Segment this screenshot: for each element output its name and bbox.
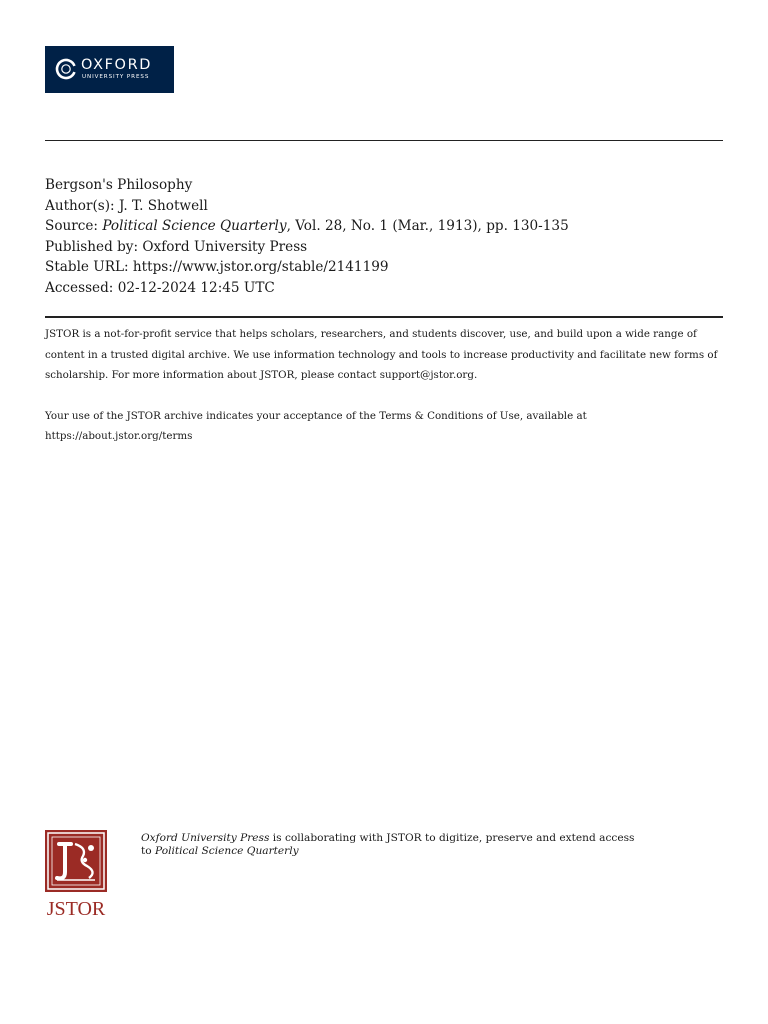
terms-text: Your use of the JSTOR archive indicates your acceptance of the Terms & Conditions of Use, available at: [45, 409, 587, 422]
publisher-line: [45, 237, 723, 258]
collab-line-2: [141, 845, 723, 858]
jstor-emblem-icon: [45, 830, 107, 892]
logo-subtitle: UNIVERSITY PRESS: [82, 74, 150, 80]
collab-publisher: Oxford University Press: [141, 832, 270, 844]
about-paragraph: [45, 324, 723, 386]
middle-divider: [45, 316, 723, 318]
contact-email-link[interactable]: support@jstor.org: [379, 369, 474, 382]
article-title: Bergson's Philosophy: [45, 177, 193, 193]
accessed-line: [45, 278, 723, 299]
author-label: Author(s):: [45, 197, 119, 214]
collab-line-1: [141, 832, 723, 845]
source-details: , Vol. 28, No. 1 (Mar., 1913), pp. 130-135: [286, 218, 569, 235]
collab-journal: Political Science Quarterly: [155, 845, 299, 857]
about-text: JSTOR is a not-for-profit service that helps scholars, researchers, and students discover, use, and build upon a wide range of content in a trusted digital archive. We use information technology and tools to increase productivity and facilitate new forms of scholarship. For more information about JSTOR, please contact: [45, 328, 718, 382]
accessed-label: Accessed:: [45, 279, 118, 296]
about-end: .: [473, 369, 478, 382]
accessed-date: 02-12-2024 12:45 UTC: [117, 279, 275, 296]
collab-text: is collaborating with JSTOR to digitize, preserve and extend access: [269, 832, 635, 844]
publisher-name: Oxford University Press: [142, 238, 308, 255]
oxford-seal-icon: [55, 58, 77, 80]
collaboration-statement: [141, 832, 723, 858]
stable-url-label: Stable URL:: [45, 259, 133, 276]
source-line: [45, 216, 723, 237]
top-divider: [45, 140, 723, 141]
collab-to: to: [141, 845, 156, 857]
jstor-wordmark: JSTOR: [46, 898, 106, 920]
journal-title: Political Science Quarterly: [102, 218, 287, 235]
jstor-notice: [45, 324, 723, 447]
stable-url-link[interactable]: https://www.jstor.org/stable/2141199: [132, 259, 389, 276]
source-label: Source:: [45, 218, 103, 235]
logo-wordmark: OXFORD: [81, 57, 153, 73]
oxford-university-press-logo: [45, 46, 174, 93]
terms-paragraph: [45, 406, 723, 447]
terms-link[interactable]: https://about.jstor.org/terms: [45, 430, 193, 443]
jstor-logo: [45, 830, 107, 920]
author-line: [45, 196, 723, 217]
publisher-label: Published by:: [45, 238, 143, 255]
author-name: J. T. Shotwell: [118, 197, 208, 214]
article-metadata: [45, 175, 723, 299]
stable-url-line: [45, 257, 723, 278]
